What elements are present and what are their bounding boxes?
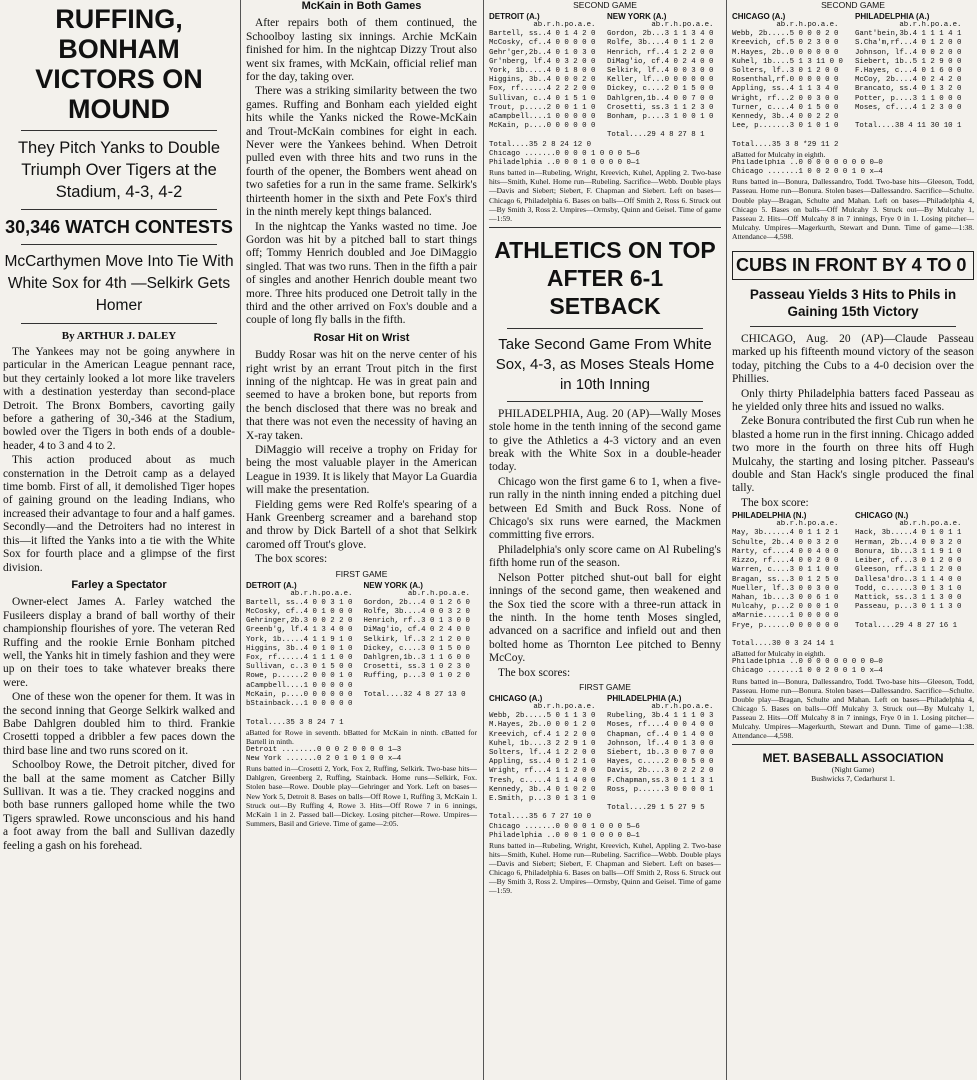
column-1 bbox=[0, 0, 238, 1080]
box-score-first-game bbox=[489, 694, 721, 823]
box-summary: Runs batted in—Bonura, Dallessandro, Todd. Two-base hits—Gleeson, Todd, Passeau. Home run—Bonura. Stolen bases—Dallessandro. Sacrifice—Schulte. Double play—Bragan, Schulte and Mahan. Left on bases—Philadelphia 4, Chicago 5. Bases on balls—Off Mulcahy 3. Struck out—By Mulcahy 1, Passeau 2. Hits—Off Mulcahy 8 in 7 innings, Frye 0 in 1. Losing pitcher—Mulcahy. Umpires—Magerkurth, Stewart and Dunn. Time of game—1:38. Attendance—4,598. bbox=[732, 177, 974, 241]
paragraph: Schoolboy Rowe, the Detroit pitcher, dived for the ball at the same moment as Catcher Billy Sullivan. It was a tie. They cracked noggins and both base runners galloped home while the two Tigers sprawled. Rowe unconscious and his hand a foot away from the ball and Sullivan dazedly feeling a gash on his forehead. bbox=[3, 759, 235, 852]
box-lines: ab.r.h.po.a.e. May, 3b......4 0 1 1 2 1 Schulte, 2b..4 0 0 3 2 0 Marty, cf....4 0 0 4 0 0 Rizzo, rf....4 0 0 2 0 0 Warren, c....3 0 1 1 0 0 Bragan, ss...3 0 1 2 5 0 Mueller, lf..3 0 0 3 0 0 Mahan, 1b....3 0 0 6 1 0 Mulcahy, p...2 0 0 0 1 0 aMarnie......1 0 0 0 0 0 Frye, p......0 0 0 0 0 0 Total....30 0 3 24 14 1 bbox=[732, 520, 839, 648]
divider bbox=[21, 130, 217, 131]
divider bbox=[750, 326, 956, 327]
team-name: DETROIT (A.) bbox=[246, 580, 297, 590]
byline: By ARTHUR J. DALEY bbox=[61, 330, 177, 342]
association-subheading: (Night Game) bbox=[831, 765, 875, 775]
paragraph: Fielding gems were Red Rolfe's spearing of a Hank Greenberg screamer and a barehand stop and throw by Dick Bartell of a shot that Selkirk caromed off Trout's glove. bbox=[246, 498, 477, 551]
divider bbox=[507, 328, 703, 329]
box-lines: ab.r.h.po.a.e. Gordon, 2b...4 0 1 2 6 0 Rolfe, 3b....4 0 0 3 2 0 Henrich, rf..3 0 1 3 0 0 DiMag'io, cf.4 0 2 4 0 0 Selkirk, lf..3 2 1 2 0 0 Dickey, c....3 0 1 5 0 0 Dahlgren,1b..3 1 1 6 0 0 Crosetti, ss.3 1 0 2 3 0 Ruffing, p...3 0 1 0 2 0 Total....32 4 8 27 13 0 bbox=[363, 589, 470, 699]
box-summary: Runs batted in—Crosetti 2, York, Fox 2, Ruffing, Selkirk. Two-base hits—Dahlgren, Greenberg 2, Ruffing, Stainback. Home runs—Selkirk, Fox. Stolen base—Rowe. Double play—Gehringer and York. Left on bases—New York 5, Detroit 8. Bases on balls—Off Rowe 1, Ruffing 3, McKain 1. Struck out—By Ruffing 4, Rowe 3. Hits—Off Rowe 7 in 6 innings, McKain 1 in 2. Passed ball—Dickey. Losing pitcher—Rowe. Umpires—Summers, Basil and Grieve. Time of game—2:05. bbox=[246, 764, 477, 828]
association-heading: MET. BASEBALL ASSOCIATION bbox=[762, 751, 944, 766]
paragraph: Only thirty Philadelphia batters faced Passeau as he yielded only three hits and issued no walks. bbox=[732, 387, 974, 414]
divider bbox=[21, 323, 217, 324]
box-score-second-game bbox=[489, 12, 721, 150]
divider bbox=[21, 209, 217, 210]
article-body bbox=[3, 346, 235, 853]
paragraph: CHICAGO, Aug. 20 (AP)—Claude Passeau marked up his fifteenth mound victory of the season today, pitching the Cubs to a 4-0 decision over the Phillies. bbox=[732, 333, 974, 386]
box-score-label: The box score: bbox=[741, 496, 809, 509]
cubs-body bbox=[732, 333, 974, 510]
divider bbox=[21, 244, 217, 245]
athletics-headline: ATHLETICS ON TOP AFTER 6-1 SETBACK bbox=[494, 236, 716, 319]
deck-2: 30,346 WATCH CONTESTS bbox=[5, 217, 233, 237]
box-summary: Runs batted in—Rubeling, Wright, Kreevich, Kuhel, Appling 2. Two-base hits—Smith, Kuhel. Home run—Rubeling. Sacrifice—Webb. Double plays—Davis and Siebert; Siebert, F. Chapman and Siebert. Left on bases—Chicago 6, Philadelphia 6. Bases on balls—Off Smith 2, Ross 6. Struck out—By Smith 3, Ross 2. Umpires—Ormsby, Quinn and Geisel. Time of game—1:59. bbox=[489, 168, 721, 223]
box-lines: ab.r.h.po.a.e. Webb, 2b.....5 0 0 0 2 0 Kreevich, cf.5 0 2 3 0 0 M.Hayes, 2b..0 0 0 0 0 0 Kuhel, 1b....5 1 3 11 0 0 Solters, lf..3 0 1 2 0 0 Rosenthal,rf.0 0 0 0 0 0 Appling, ss..4 1 1 3 4 0 Wright, rf...2 0 0 3 0 0 Turner, c....4 0 1 5 0 0 Kennedy, 3b..4 0 0 2 2 0 Lee, p.......3 0 1 0 1 0 Total....35 3 8 *29 11 2 bbox=[732, 21, 843, 149]
main-headline: RUFFING, BONHAM VICTORS ON MOUND bbox=[35, 4, 203, 124]
divider bbox=[507, 401, 703, 402]
box-lines: ab.r.h.po.a.e. Bartell, ss..4 0 0 3 1 0 McCosky, cf..4 0 1 0 0 0 Gehringer,2b.3 0 0 2 2 0 Greenb'g, lf.4 1 3 4 0 0 York, 1b.....4 1 1 9 1 0 Higgins, 3b..4 0 1 0 1 0 Fox, rf......4 1 1 1 0 0 Sullivan, c..3 0 1 5 0 0 Rowe, p......2 0 0 0 1 0 aCampbell....1 0 0 0 0 0 McKain, p....0 0 0 0 0 0 bStainback...1 0 0 0 0 0 Total....35 3 8 24 7 1 bbox=[246, 589, 353, 727]
paragraph: Buddy Rosar was hit on the nerve center of his right wrist by an errant Trout pitch in the first inning of the nightcap. He was in great pain and seemed to have a broken bone, but reports from the bench disclosed that there was no break and that there was not even the necessity of having an X-ray taken. bbox=[246, 349, 477, 442]
box-lines: ab.r.h.po.a.e. Webb, 2b.....5 0 1 1 3 0 M.Hayes, 2b..0 0 0 1 2 0 Kreevich, cf.4 1 2 2 0 0 Kuhel, 1b....3 2 2 9 1 0 Solters, lf..4 1 2 2 0 0 Appling, ss..4 0 1 2 1 0 Wright, rf...4 1 1 2 0 0 Tresh, c.....4 1 1 4 0 0 Kennedy, 3b..4 0 1 0 2 0 E.Smith, p...3 0 1 3 1 0 Total....35 6 7 27 10 0 bbox=[489, 702, 596, 822]
column-4 bbox=[729, 0, 977, 1080]
paragraph: PHILADELPHIA, Aug. 20 (AP)—Wally Moses stole home in the tenth inning of the second game to give the Athletics a 4-3 victory and an even break with the White Sox in a double-header today. bbox=[489, 407, 721, 474]
team-name: NEW YORK (A.) bbox=[607, 12, 667, 21]
box-lines: ab.r.h.po.a.e. Gordon, 2b...3 1 1 3 4 0 Rolfe, 3b....4 0 1 1 2 0 Henrich, rf..4 1 2 2 0 0 DiMag'io, cf.4 0 2 4 0 0 Selkirk, lf..4 0 0 3 0 0 Keller, lf...0 0 0 0 0 0 Dickey, c....2 0 1 5 0 0 Dahlgren,1b..4 0 0 7 0 0 Crosetti, ss.3 1 1 2 3 0 Bonham, p....3 1 0 0 1 0 Total....29 4 8 27 8 1 bbox=[607, 21, 714, 140]
divider bbox=[732, 744, 974, 745]
game-label: FIRST GAME bbox=[579, 681, 631, 692]
paragraph: Philadelphia's only score came on Al Rubeling's fifth home run of the season. bbox=[489, 543, 721, 570]
team-name: CHICAGO (A.) bbox=[489, 693, 543, 703]
divider bbox=[489, 227, 721, 228]
box-notes: aBatted for Rowe in seventh. bBatted for McKain in ninth. cBatted for Bartell in ninth. bbox=[246, 727, 477, 746]
paragraph: After repairs both of them continued, the Schoolboy lasting six innings. Archie McKain finished for him. In the nightcap Dizzy Trout also went six frames, with McKain, official relief man for the day, taking over. bbox=[246, 17, 477, 84]
paragraph: In the nightcap the Yanks wasted no time. Joe Gordon was hit by a pitched ball to start things off; Tommy Henrich doubled and Joe DiMaggio singled. That was two runs. Then in the fifth a pair of singles and another Henrich double meant two more. Three hits produced one Detroit tally in the third and the other arrived on Fox's double and a couple of long fly balls in the fifth. bbox=[246, 220, 477, 327]
box-score-cubs bbox=[732, 511, 974, 649]
cubs-headline: CUBS IN FRONT BY 4 TO 0 bbox=[732, 251, 974, 280]
association-result: Bushwicks 7, Cedarhurst 1. bbox=[811, 774, 895, 784]
team-name: PHILADELPHIA (N.) bbox=[732, 511, 807, 521]
column-rule bbox=[240, 0, 241, 1080]
line-score: Chicago .......0 0 0 0 1 0 0 0 5—6 Philadelphia ..0 0 0 1 0 0 0 0 0—1 bbox=[489, 149, 640, 168]
athletics-body bbox=[489, 408, 721, 680]
box-notes: aBatted for Mulcahy in eighth. bbox=[732, 649, 826, 659]
game-label: SECOND GAME bbox=[573, 0, 637, 10]
team-name: NEW YORK (A.) bbox=[363, 580, 423, 590]
paragraph: There was a striking similarity between the two games. Ruffing and Bonham each yielded eight hits while the Yanks nicked the Rowe-McKain and Trout-McKain combines for eight in each. Never were the Yankees behind. When Detroit pulled even with three hits and two runs in the fourth of the opener, the Bombers went ahead on two safeties for a run in the same frame. Selkirk's thirteenth homer in the sixth and Pete Fox's third in the ninth merely kept things balanced. bbox=[246, 85, 477, 219]
column-2 bbox=[243, 0, 480, 1080]
column-rule bbox=[726, 0, 727, 1080]
subhead: Rosar Hit on Wrist bbox=[313, 331, 410, 344]
team-name: CHICAGO (N.) bbox=[855, 511, 909, 521]
column-3 bbox=[486, 0, 724, 1080]
box-summary: Runs batted in—Rubeling, Wright, Kreevich, Kuhel, Appling 2. Two-base hits—Smith, Kuhel. Home run—Rubeling. Sacrifice—Webb. Double plays—Davis and Siebert; Siebert, F. Chapman and Siebert. Left on bases—Chicago 6, Philadelphia 6. Bases on balls—Off Smith 2, Ross 6. Struck out—By Smith 3, Ross 2. Umpires—Ormsby, Quinn and Geisel. Time of game—1:59. bbox=[489, 840, 721, 896]
box-lines: ab.r.h.po.a.e. Rubeling, 3b.4 1 1 1 0 3 Moses, rf....4 0 0 4 0 0 Chapman, cf..4 0 1 4 0 0 Johnson, lf..4 0 1 3 0 0 Siebert, 1b..3 0 0 7 0 0 Hayes, c.....2 0 0 5 0 0 Davis, 2b....3 0 2 2 2 0 F.Chapman,ss.3 0 1 1 3 1 Ross, p......3 0 0 0 0 1 Total....29 1 5 27 9 5 bbox=[607, 702, 714, 813]
box-score-second-game bbox=[732, 12, 974, 150]
line-score: Chicago .......0 0 0 0 1 0 0 0 5—6 Philadelphia ..0 0 0 1 0 0 0 0 0—1 bbox=[489, 822, 640, 840]
box-scores-label: The box scores: bbox=[255, 553, 328, 566]
team-name: DETROIT (A.) bbox=[489, 12, 540, 21]
box-score-first-game bbox=[246, 581, 477, 728]
paragraph: One of these won the opener for them. It was in the second inning that George Selkirk walked and Babe Dahlgren doubled him to third. Frankie Crosetti topped a dribbler a few paces down the third base line and two runs scored on it. bbox=[3, 691, 235, 757]
box-lines: ab.r.h.po.a.e. Hack, 3b.....4 0 1 0 1 1 Herman, 2b...4 0 0 3 2 0 Bonura, 1b...3 1 1 9 1 0 Leiber, cf...3 0 1 2 0 0 Gleeson, rf..3 1 1 2 0 0 Dallesa'dro..3 1 1 4 0 0 Todd, c......3 0 1 3 1 0 Mattick, ss..3 1 1 3 0 0 Passeau, p...3 0 1 1 3 0 Total....29 4 8 27 16 1 bbox=[855, 520, 962, 630]
paragraph: Nelson Potter pitched shut-out ball for eight innings of the second game, then weakened and the Sox tied the score with a three-run attack in the ninth. In the home tenth Moses singled, advanced on a sacrifice and infield out and then bolted home as Thornton Lee pitched to Benny McCoy. bbox=[489, 571, 721, 665]
team-name: PHILADELPHIA (A.) bbox=[607, 693, 682, 703]
box-scores-label: The box scores: bbox=[498, 666, 571, 679]
paragraph: Chicago won the first game 6 to 1, when a five-run rally in the ninth inning ended a pitching duel between Ed Smith and Buck Ross. None of Chicago's six runs were earned, the Mackmen committing five errors. bbox=[489, 475, 721, 542]
team-name: CHICAGO (A.) bbox=[732, 12, 786, 21]
cubs-deck: Passeau Yields 3 Hits to Phils in Gaining 15th Victory bbox=[749, 287, 957, 319]
line-score: Philadelphia ..0 0 0 0 0 0 0 0 0—0 Chicago .......1 0 0 2 0 0 1 0 x—4 bbox=[732, 158, 883, 177]
box-lines: ab.r.h.po.a.e. Bartell, ss..4 0 1 4 2 0 McCosky, cf..4 0 0 0 0 0 Gehr'ger,2b..4 0 1 0 3 0 Gr'nberg, lf.4 0 3 2 0 0 York, 1b.....4 0 1 8 0 0 Higgins, 3b..4 0 0 0 2 0 Fox, rf......4 2 2 2 0 0 Sullivan, c..4 0 1 5 1 0 Trout, p.....2 0 0 1 1 0 aCampbell....1 0 0 0 0 0 McKain, p....0 0 0 0 0 0 Total....35 2 8 24 12 0 bbox=[489, 21, 596, 149]
deck-3: McCarthymen Move Into Tie With White Sox for 4th —Selkirk Gets Homer bbox=[4, 253, 234, 314]
deck-1: They Pitch Yanks to Double Triumph Over Tigers at the Stadium, 4-3, 4-2 bbox=[17, 139, 221, 201]
athletics-deck: Take Second Game From White Sox, 4-3, as Moses Steals Home in 10th Inning bbox=[495, 335, 715, 393]
subhead: Farley a Spectator bbox=[71, 578, 167, 591]
game-label: SECOND GAME bbox=[821, 0, 885, 10]
box-notes: aBatted for Mulcahy in eighth. bbox=[732, 149, 826, 159]
paragraph: The Yankees may not be going anywhere in particular in the American League pennant race, but they certainly looked a lot more like travelers with a destination yesterday than second-place Detroit. The Bronx Bombers, cavorting gaily before a gathering of 30,-346 at the Stadium, bowled over the Tigers in both ends of a double-header, 4 to 3 and 4 to 2. bbox=[3, 346, 235, 452]
paragraph: Zeke Bonura contributed the first Cub run when he blasted a home run in the first inning. Chicago added two more in the fourth on three hits off Hugh Mulcahy, the starting and losing pitcher. Passeau's double and Stan Hack's single produced the final tally. bbox=[732, 415, 974, 495]
box-lines: ab.r.h.po.a.e. Gant'bein,3b.4 1 1 1 4 1 S.Cha'm,rf...4 0 1 2 0 0 Johnson, lf..4 0 0 2 0 0 Siebert, 1b..5 1 2 9 0 0 F.Hayes, c...4 0 1 6 0 0 McCoy, 2b....4 0 2 4 2 0 Brancato, ss.4 0 1 3 2 0 Potter, p....3 1 1 0 0 0 Moses, cf....4 1 2 3 0 0 Total....38 4 11 30 10 1 bbox=[855, 21, 962, 131]
line-score: Detroit ........0 0 0 2 0 0 0 0 1—3 New York .......0 2 0 1 0 1 0 0 x—4 bbox=[246, 745, 402, 764]
game-label: FIRST GAME bbox=[335, 568, 388, 579]
box-summary: Runs batted in—Bonura, Dallessandro, Todd. Two-base hits—Gleeson, Todd, Passeau. Home run—Bonura. Stolen bases—Dallessandro. Sacrifice—Schulte. Double play—Bragan, Schulte and Mahan. Left on bases—Philadelphia 4, Chicago 5. Bases on balls—Off Mulcahy 3. Struck out—By Mulcahy 1, Passeau 2. Hits—Off Mulcahy 8 in 7 innings, Frye 0 in 1. Losing pitcher—Mulcahy. Umpires—Magerkurth, Stewart and Dunn. Time of game—1:38. Attendance—4,598. bbox=[732, 676, 974, 741]
line-score: Philadelphia ..0 0 0 0 0 0 0 0 0—0 Chicago .......1 0 0 2 0 0 1 0 x—4 bbox=[732, 658, 883, 676]
article-body-continued bbox=[246, 0, 477, 567]
subhead: McKain in Both Games bbox=[301, 0, 422, 12]
paragraph: DiMaggio will receive a trophy on Friday for being the most valuable player in the American League in 1939. It is likely that Mayor La Guardia will make the presentation. bbox=[246, 444, 477, 497]
column-rule bbox=[483, 0, 484, 1080]
team-name: PHILADELPHIA (A.) bbox=[855, 12, 930, 21]
paragraph: Owner-elect James A. Farley watched the Fusileers display a brand of ball worthy of their championship flourishes of yore. The veteran Red Ruffing and the rookie Ernie Bonham pitched well, the Yanks hit in timely fashion and they were up on their toes to take whatever breaks there were. bbox=[3, 596, 235, 689]
paragraph: This action produced about as much consternation in the Detroit camp as a delayed time bomb. First of all, it demolished Tiger hopes of gaining ground on the leading Indians, who increased their advantage to four and a half games. Secondly—and the Detroiters had no interest in this—it lifted the Yanks into a tie with the White Sox for fourth place and a glimpse of the first division. bbox=[3, 454, 235, 574]
